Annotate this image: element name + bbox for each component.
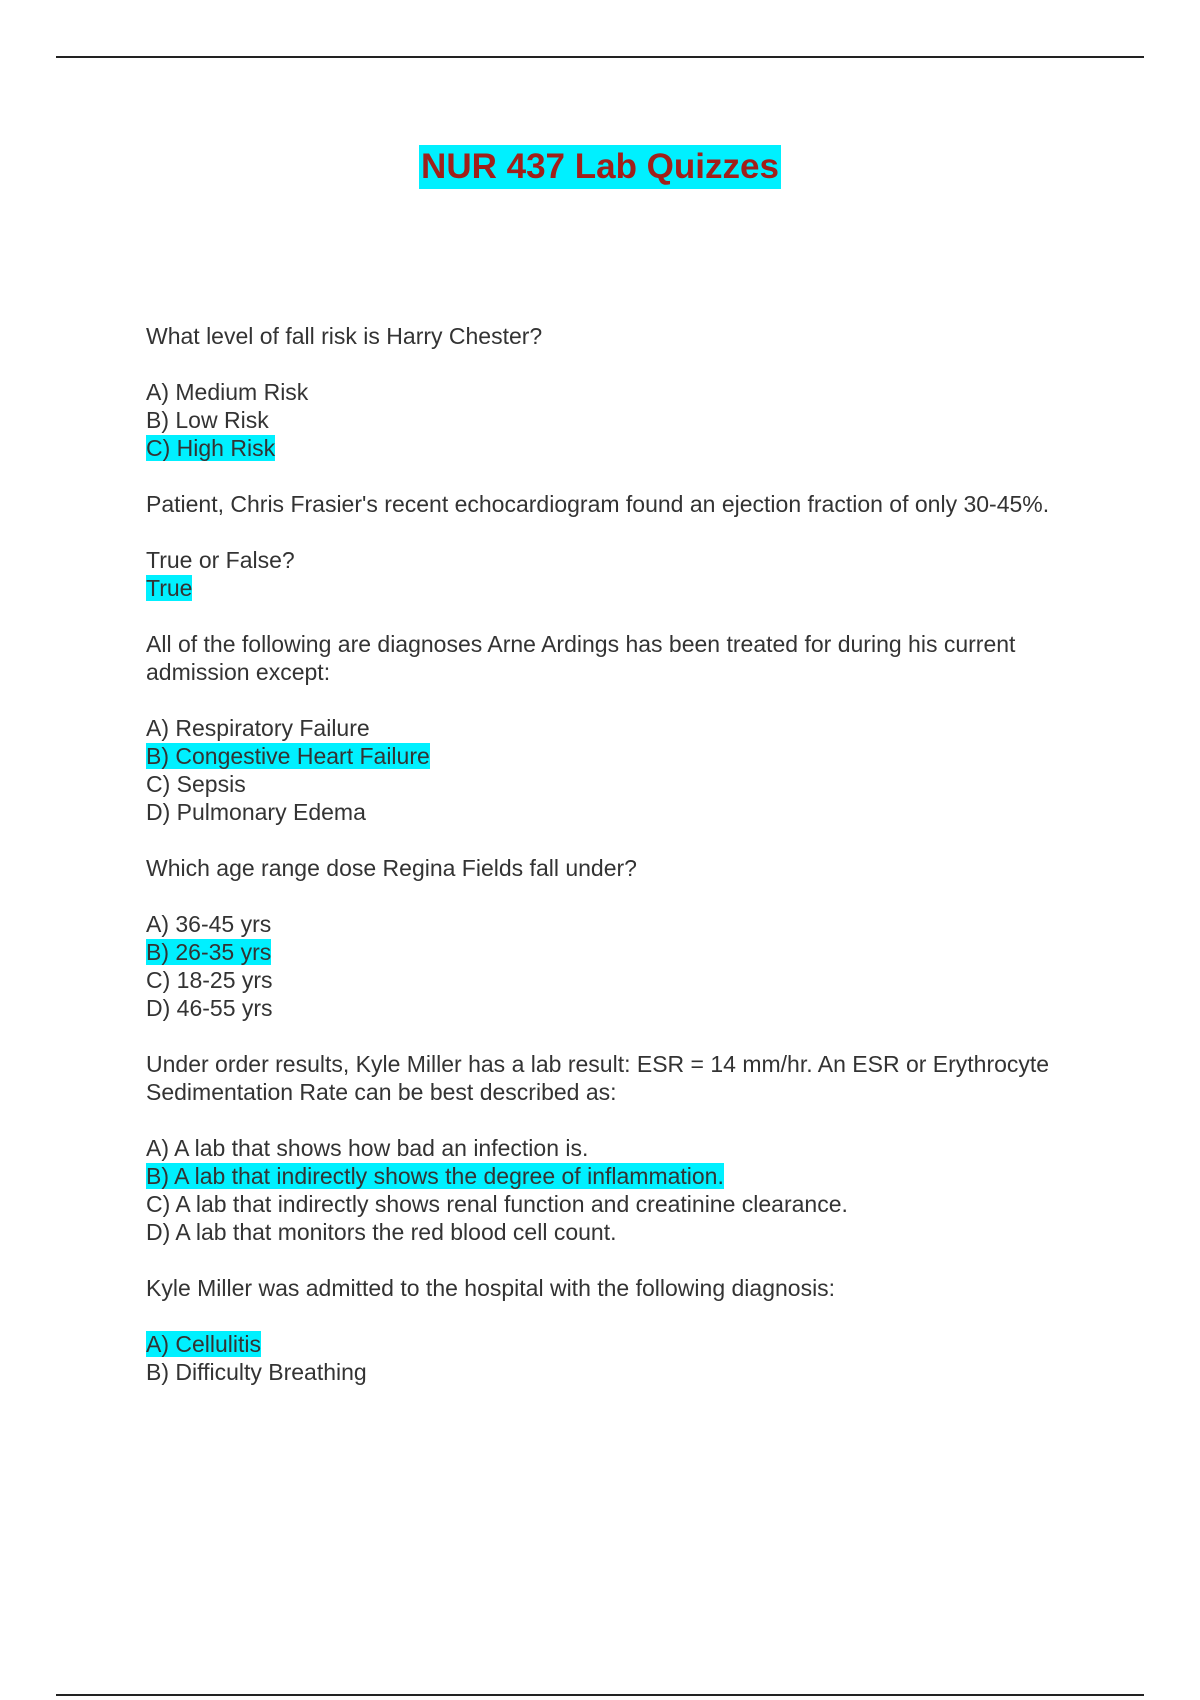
option-text: D) A lab that monitors the red blood cell count. bbox=[146, 1219, 617, 1245]
option bbox=[146, 406, 1066, 434]
option-text: B) Difficulty Breathing bbox=[146, 1359, 367, 1385]
option bbox=[146, 378, 1066, 406]
options-list-4 bbox=[146, 910, 1066, 1022]
option bbox=[146, 798, 1066, 826]
options-list-6 bbox=[146, 1330, 1066, 1386]
option-text: C) 18-25 yrs bbox=[146, 967, 273, 993]
option-text: D) 46-55 yrs bbox=[146, 995, 273, 1021]
option-text: C) Sepsis bbox=[146, 771, 246, 797]
question-3: All of the following are diagnoses Arne Ardings has been treated for during his current admission except: bbox=[146, 631, 1016, 685]
option bbox=[146, 1134, 1066, 1162]
option bbox=[146, 742, 1066, 770]
highlighted-answer: C) High Risk bbox=[146, 435, 276, 461]
options-list-2 bbox=[146, 574, 1066, 602]
options-list-3 bbox=[146, 714, 1066, 826]
options-list-5 bbox=[146, 1134, 1066, 1246]
options-list-1 bbox=[146, 378, 1066, 462]
option-text: A) Respiratory Failure bbox=[146, 715, 370, 741]
highlighted-answer: B) Congestive Heart Failure bbox=[146, 743, 430, 769]
option bbox=[146, 1358, 1066, 1386]
highlighted-answer: B) 26-35 yrs bbox=[146, 939, 272, 965]
option bbox=[146, 574, 1066, 602]
question-2: Patient, Chris Frasier's recent echocardiogram found an ejection fraction of only 30-45%. bbox=[146, 491, 1050, 517]
top-rule bbox=[56, 56, 1144, 58]
bottom-rule bbox=[56, 1694, 1144, 1696]
true-false-prompt: True or False? bbox=[146, 547, 295, 573]
question-4: Which age range dose Regina Fields fall under? bbox=[146, 855, 637, 881]
option-text: B) Low Risk bbox=[146, 407, 269, 433]
option bbox=[146, 938, 1066, 966]
option bbox=[146, 770, 1066, 798]
option bbox=[146, 714, 1066, 742]
option bbox=[146, 994, 1066, 1022]
option bbox=[146, 966, 1066, 994]
question-1: What level of fall risk is Harry Chester? bbox=[146, 323, 543, 349]
option bbox=[146, 910, 1066, 938]
option-text: A) 36-45 yrs bbox=[146, 911, 272, 937]
option bbox=[146, 1330, 1066, 1358]
quiz-content bbox=[146, 322, 1066, 1414]
highlighted-answer: A) Cellulitis bbox=[146, 1331, 262, 1357]
highlighted-answer: B) A lab that indirectly shows the degree of inflammation. bbox=[146, 1163, 724, 1189]
option bbox=[146, 1190, 1066, 1218]
option-text: A) A lab that shows how bad an infection is. bbox=[146, 1135, 589, 1161]
question-5: Under order results, Kyle Miller has a lab result: ESR = 14 mm/hr. An ESR or Erythrocyte Sedimentation Rate can be best described as: bbox=[146, 1051, 1050, 1105]
option-text: D) Pulmonary Edema bbox=[146, 799, 366, 825]
option-text: C) A lab that indirectly shows renal function and creatinine clearance. bbox=[146, 1191, 848, 1217]
option bbox=[146, 434, 1066, 462]
document-title: NUR 437 Lab Quizzes bbox=[419, 145, 781, 189]
title-container bbox=[0, 145, 1200, 189]
highlighted-answer: True bbox=[146, 575, 193, 601]
option-text: A) Medium Risk bbox=[146, 379, 309, 405]
option bbox=[146, 1162, 1066, 1190]
option bbox=[146, 1218, 1066, 1246]
question-6: Kyle Miller was admitted to the hospital with the following diagnosis: bbox=[146, 1275, 836, 1301]
